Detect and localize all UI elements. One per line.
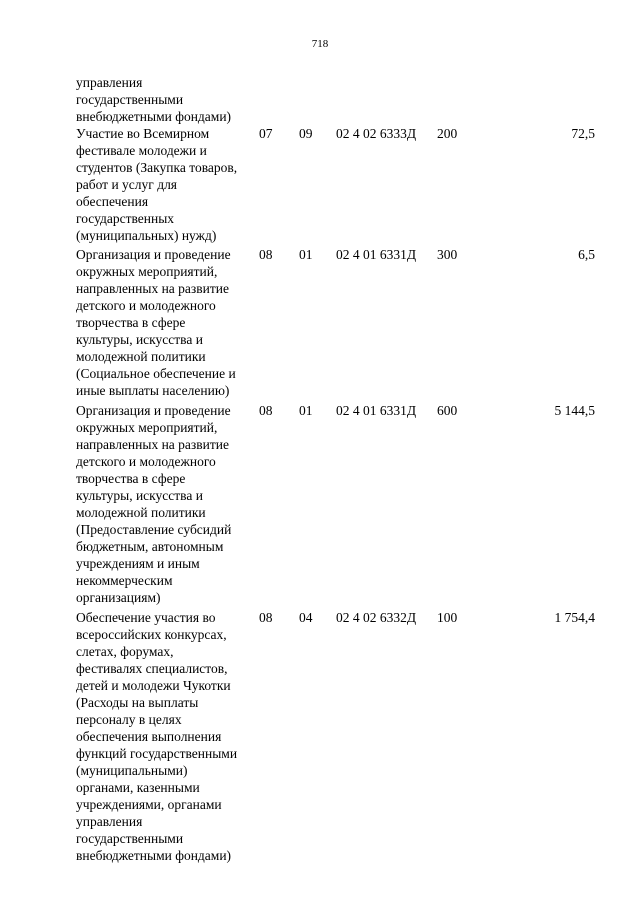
description-line: слетах, форумах, xyxy=(76,644,174,659)
description-line: культуры, искусства и xyxy=(76,488,203,503)
page-number: 718 xyxy=(311,38,329,50)
description-line: персоналу в целях xyxy=(76,712,182,727)
expense-type-code: 600 xyxy=(437,403,458,418)
amount-value: 72,5 xyxy=(571,126,595,141)
description-line: молодежной политики xyxy=(76,349,206,364)
amount-value: 5 144,5 xyxy=(554,403,595,418)
description-line: Организация и проведение xyxy=(76,247,231,262)
description-line: (Предоставление субсидий xyxy=(76,522,232,537)
section-code: 08 xyxy=(259,403,273,418)
section-code: 07 xyxy=(259,126,273,141)
target-article-code: 02 4 02 6332Д xyxy=(336,610,417,625)
description-line: творчества в сфере xyxy=(76,471,186,486)
description-line: творчества в сфере xyxy=(76,315,186,330)
description-line: фестивалях специалистов, xyxy=(76,661,228,676)
subsection-code: 01 xyxy=(299,403,313,418)
description-line: направленных на развитие xyxy=(76,281,229,296)
section-code: 08 xyxy=(259,247,273,262)
expense-type-code: 200 xyxy=(437,126,458,141)
description-line: внебюджетными фондами) xyxy=(76,109,232,124)
description-line: Обеспечение участия во xyxy=(76,610,216,625)
description-line: государственными xyxy=(76,831,184,846)
description-line: внебюджетными фондами) xyxy=(76,848,232,863)
target-article-code: 02 4 01 6331Д xyxy=(336,247,417,262)
description-line: детского и молодежного xyxy=(76,454,216,469)
description-line: молодежной политики xyxy=(76,505,206,520)
description-line: управления xyxy=(76,75,143,90)
description-line: учреждениями, органами xyxy=(76,797,222,812)
description-line: окружных мероприятий, xyxy=(76,264,218,279)
description-line: детей и молодежи Чукотки xyxy=(76,678,231,693)
description-line: Участие во Всемирном xyxy=(76,126,210,141)
description-line: организациям) xyxy=(76,590,161,605)
description-line: бюджетным, автономным xyxy=(76,539,224,554)
section-code: 08 xyxy=(259,610,273,625)
amount-value: 6,5 xyxy=(578,247,595,262)
description-line: (Социальное обеспечение и xyxy=(76,366,236,381)
subsection-code: 09 xyxy=(299,126,313,141)
description-line: (муниципальных) нужд) xyxy=(76,228,217,243)
description-line: функций государственными xyxy=(76,746,238,761)
target-article-code: 02 4 02 6333Д xyxy=(336,126,417,141)
description-line: Организация и проведение xyxy=(76,403,231,418)
description-line: детского и молодежного xyxy=(76,298,216,313)
description-line: всероссийских конкурсах, xyxy=(76,627,227,642)
description-line: работ и услуг для xyxy=(76,177,178,192)
description-line: культуры, искусства и xyxy=(76,332,203,347)
description-line: управления xyxy=(76,814,143,829)
description-line: направленных на развитие xyxy=(76,437,229,452)
description-line: государственных xyxy=(76,211,175,226)
description-line: учреждениям и иным xyxy=(76,556,200,571)
expense-type-code: 300 xyxy=(437,247,458,262)
description-line: (муниципальными) xyxy=(76,763,188,778)
description-line: органами, казенными xyxy=(76,780,200,795)
description-line: фестивале молодежи и xyxy=(76,143,207,158)
target-article-code: 02 4 01 6331Д xyxy=(336,403,417,418)
description-line: обеспечения выполнения xyxy=(76,729,222,744)
amount-value: 1 754,4 xyxy=(554,610,595,625)
description-line: некоммерческим xyxy=(76,573,173,588)
description-line: (Расходы на выплаты xyxy=(76,695,199,710)
description-line: студентов (Закупка товаров, xyxy=(76,160,238,175)
description-line: иные выплаты населению) xyxy=(76,383,230,398)
description-line: обеспечения xyxy=(76,194,149,209)
expense-type-code: 100 xyxy=(437,610,458,625)
subsection-code: 01 xyxy=(299,247,313,262)
description-line: окружных мероприятий, xyxy=(76,420,218,435)
description-line: государственными xyxy=(76,92,184,107)
subsection-code: 04 xyxy=(299,610,313,625)
